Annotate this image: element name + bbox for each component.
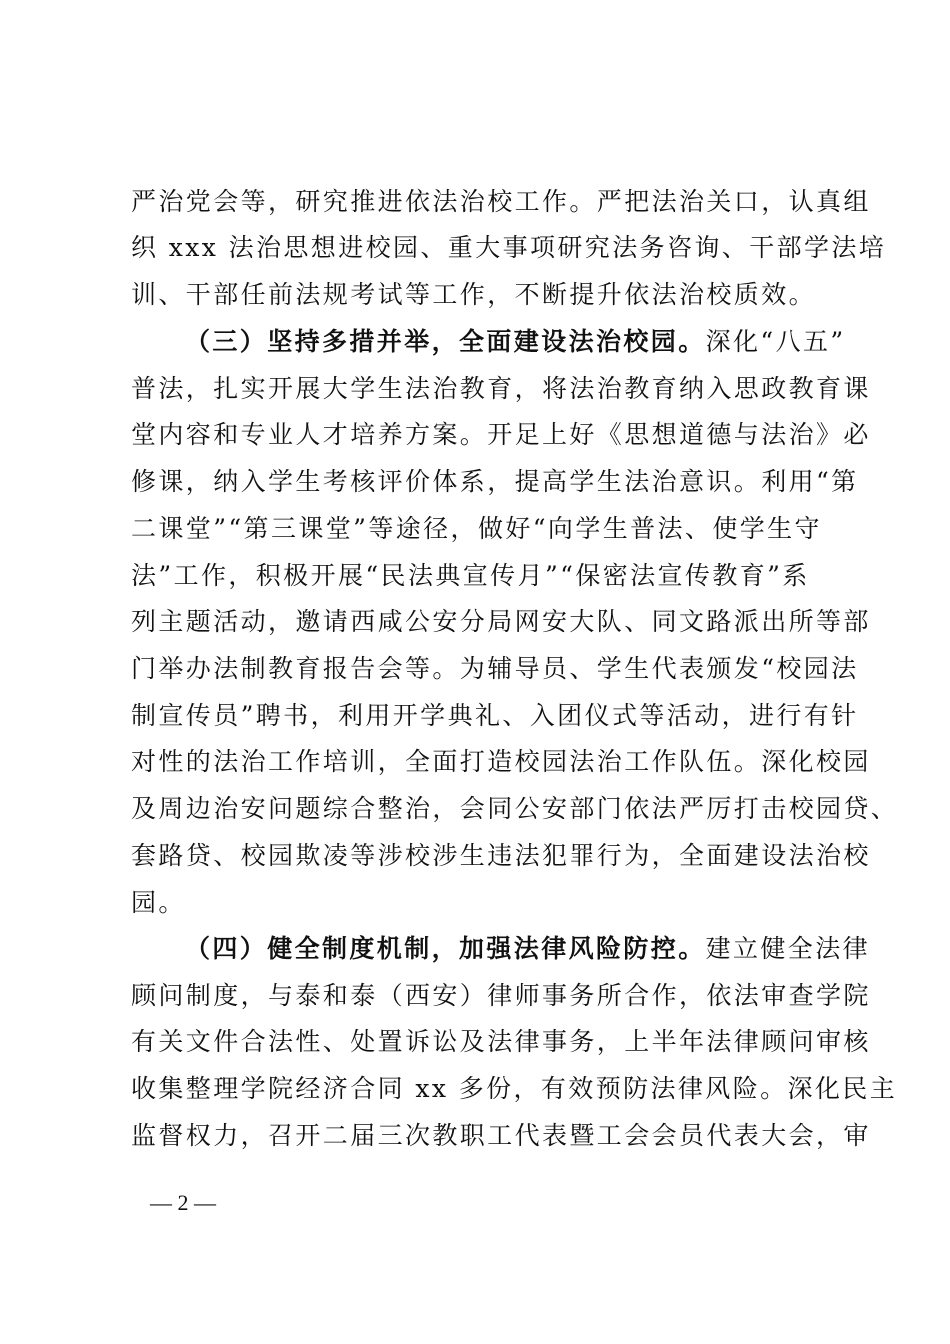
text-line: 套路贷、校园欺凌等涉校涉生违法犯罪行为，全面建设法治校 <box>131 841 871 870</box>
paragraph-first-line <box>185 933 871 965</box>
section-heading: （三）坚持多措并举，全面建设法治校园。 <box>185 327 706 356</box>
text-line: 收集整理学院经济合同 xx 多份，有效预防法律风险。深化民主 <box>131 1074 898 1103</box>
text-line: 门举办法制教育报告会等。为辅导员、学生代表颁发“校园法 <box>131 654 859 683</box>
text-line: 列主题活动，邀请西咸公安分局网安大队、同文路派出所等部 <box>131 607 871 636</box>
text-line: 法”工作，积极开展“民法典宣传月”“保密法宣传教育”系 <box>131 561 810 590</box>
text-line: 顾问制度，与泰和泰（西安）律师事务所合作，依法审查学院 <box>131 981 871 1010</box>
text-line: 修课，纳入学生考核评价体系，提高学生法治意识。利用“第 <box>131 467 859 496</box>
text-line: 园。 <box>131 888 186 917</box>
text-line: 有关文件合法性、处置诉讼及法律事务，上半年法律顾问审核 <box>131 1027 871 1056</box>
text-line: 训、干部任前法规考试等工作，不断提升依法治校质效。 <box>131 280 817 309</box>
section-heading: （四）健全制度机制，加强法律风险防控。 <box>185 934 706 963</box>
text-line: 及周边治安问题综合整治，会同公安部门依法严厉打击校园贷、 <box>131 794 899 823</box>
text-line: 二课堂”“第三课堂”等途径，做好“向学生普法、使学生守 <box>131 514 822 543</box>
paragraph-first-line <box>185 326 846 358</box>
text-line: 严治党会等，研究推进依法治校工作。严把法治关口，认真组 <box>131 187 871 216</box>
page-number: — 2 — <box>150 1190 216 1215</box>
text-line: 织 xxx 法治思想进校园、重大事项研究法务咨询、干部学法培 <box>131 233 887 262</box>
text-line: 监督权力，召开二届三次教职工代表暨工会会员代表大会，审 <box>131 1121 871 1150</box>
text-span: 深化“八五” <box>705 327 846 356</box>
text-line: 堂内容和专业人才培养方案。开足上好《思想道德与法治》必 <box>131 420 871 449</box>
text-line: 对性的法治工作培训，全面打造校园法治工作队伍。深化校园 <box>131 747 871 776</box>
text-line: 制宣传员”聘书，利用开学典礼、入团仪式等活动，进行有针 <box>131 701 859 730</box>
text-span: 建立健全法律 <box>705 934 871 963</box>
text-line: 普法，扎实开展大学生法治教育，将法治教育纳入思政教育课 <box>131 374 871 403</box>
